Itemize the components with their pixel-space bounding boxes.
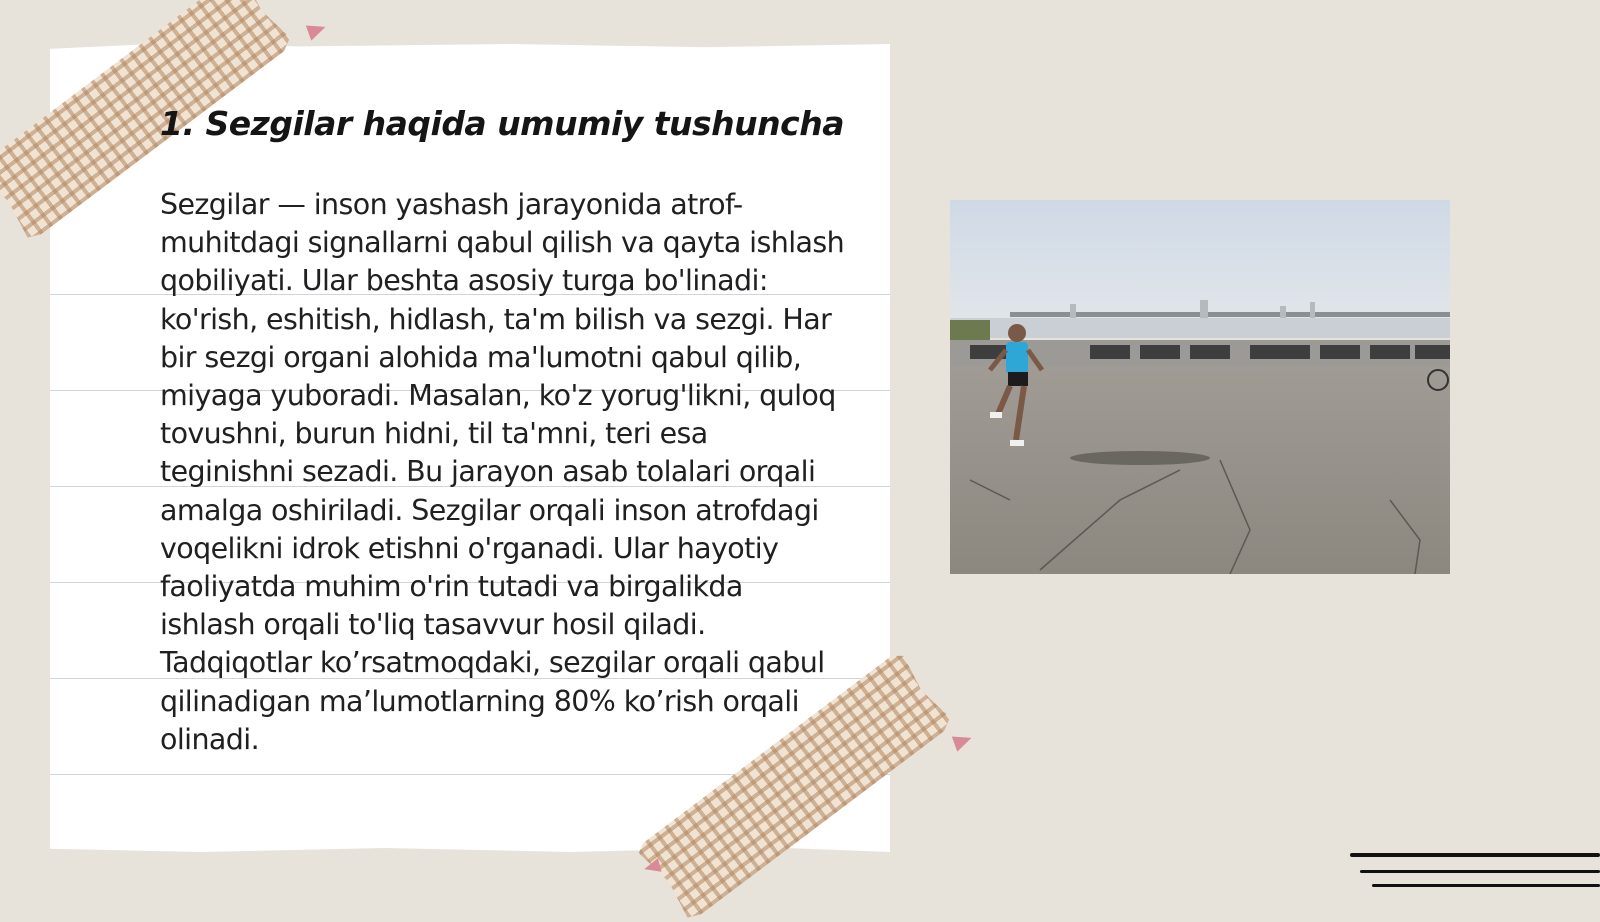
runner-photo xyxy=(950,200,1450,574)
tape-corner-accent xyxy=(952,730,974,751)
decorative-line xyxy=(1350,853,1600,857)
slide-body-text: Sezgilar — inson yashash jarayonida atrof-muhitdagi signallarni qabul qilish va qayta ishlash qobiliyati. Ular beshta asosiy turga bo'linadi: ko'rish, eshitish, hidlash, ta'm bilish va sezgi. Har bir sezgi organi alohida ma'lumotni qabul qilib, miyaga yuboradi. Masalan, ko'z yorug'likni, quloq tovushni, burun hidni, til ta'mni, teri esa teginishni sezadi. Bu jarayon asab tolalari orqali amalga oshiriladi. Sezgilar orqali inson atrofdagi voqelikni idrok etishni o'rganadi. Ular hayotiy faoliyatda muhim o'rin tutadi va birgalikda ishlash orqali to'liq tasavvur hosil qiladi. Tadqiqotlar ko’rsatmoqdaki, sezgilar orqali qabul qilinadigan ma’lumotlarning 80% ko’rish orqali olinadi. xyxy=(160,188,845,756)
slide-title: 1. Sezgilar haqida umumiy tushuncha xyxy=(160,104,844,143)
tape-corner-accent xyxy=(306,19,328,40)
tape-corner-accent xyxy=(642,858,661,876)
decorative-line xyxy=(1360,870,1600,873)
decorative-line xyxy=(1372,884,1600,887)
